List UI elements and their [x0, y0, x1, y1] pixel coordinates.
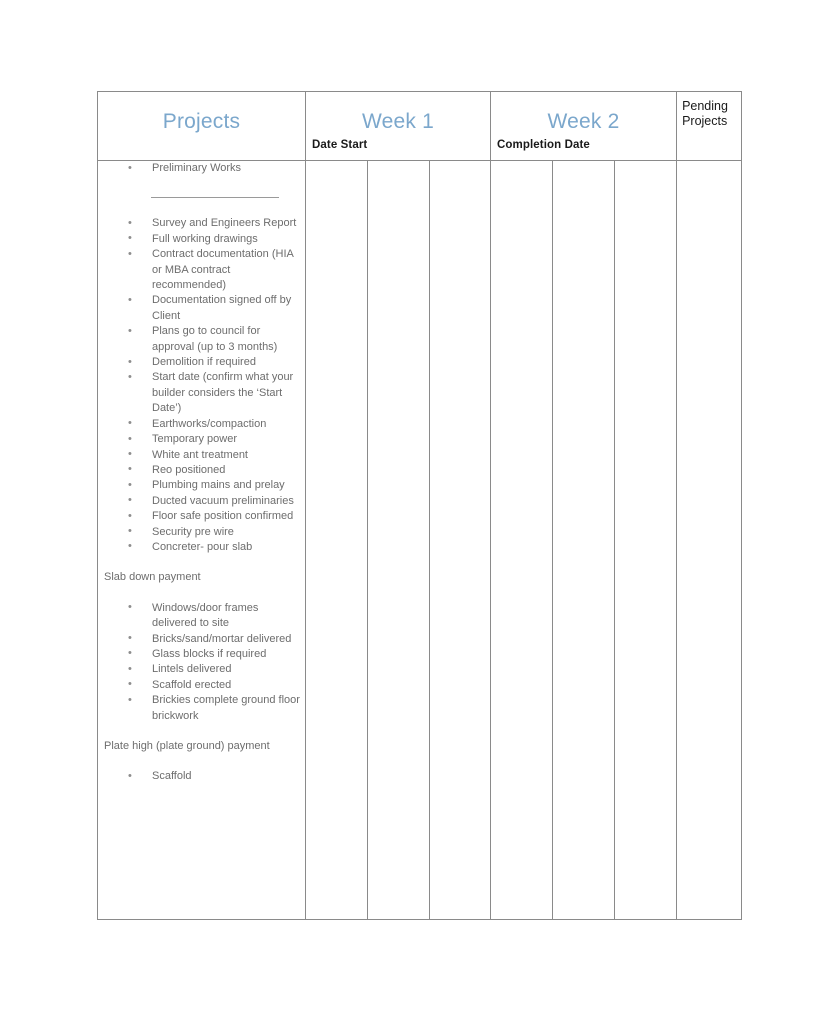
section-heading: Plate high (plate ground) payment [104, 740, 270, 752]
task-list-item[interactable]: • Preliminary Works [98, 161, 305, 176]
cell-week1-col2[interactable] [368, 161, 430, 920]
task-list-item[interactable]: • Documentation signed off by Client [98, 293, 305, 324]
task-list [98, 769, 305, 784]
task-list-item[interactable]: • Earthworks/compaction [98, 417, 305, 432]
table-body-row [98, 161, 742, 920]
table-header-row [98, 92, 742, 161]
header-subtitle-completion-date: Completion Date [497, 138, 590, 151]
task-list-item[interactable]: • Reo positioned [98, 463, 305, 478]
spacer [98, 754, 305, 769]
task-list-item[interactable]: • White ant treatment [98, 448, 305, 463]
task-list-item[interactable]: • Windows/door frames delivered to site [98, 601, 305, 632]
spacer [98, 724, 305, 739]
task-list-item[interactable]: • Floor safe position confirmed [98, 509, 305, 524]
cell-week2-col3[interactable] [615, 161, 677, 920]
spacer [98, 555, 305, 570]
header-title-pending-projects: Pending Projects [682, 99, 728, 128]
header-cell-week2 [491, 92, 677, 161]
cell-week2-col2[interactable] [553, 161, 615, 920]
projects-content [98, 161, 305, 785]
task-list [98, 601, 305, 724]
task-list-item[interactable]: • Lintels delivered [98, 662, 305, 677]
task-list-item[interactable]: • Contract documentation (HIA or MBA contract recommended) [98, 247, 305, 293]
header-title-week2: Week 2 [547, 110, 620, 133]
schedule-table [97, 91, 742, 920]
task-list [98, 216, 305, 555]
spacer [98, 586, 305, 601]
task-list-item[interactable]: • Plans go to council for approval (up to 3 months) [98, 324, 305, 355]
task-list-item[interactable]: • Security pre wire [98, 525, 305, 540]
task-list [98, 161, 305, 176]
header-subtitle-date-start: Date Start [312, 138, 368, 151]
task-list-item[interactable]: • Concreter- pour slab [98, 540, 305, 555]
header-cell-projects [98, 92, 306, 161]
header-title-week1: Week 1 [362, 110, 435, 133]
task-list-item[interactable]: • Glass blocks if required [98, 647, 305, 662]
cell-projects-list [98, 161, 306, 920]
section-divider-rule [151, 197, 279, 198]
cell-week1-col1[interactable] [306, 161, 368, 920]
task-list-item[interactable]: • Demolition if required [98, 355, 305, 370]
cell-week2-col1[interactable] [491, 161, 553, 920]
task-list-item[interactable]: • Survey and Engineers Report [98, 216, 305, 231]
task-list-item[interactable]: • Start date (confirm what your builder considers the ‘Start Date’) [98, 370, 305, 416]
section-heading: Slab down payment [104, 571, 201, 584]
task-list-item[interactable]: • Bricks/sand/mortar delivered [98, 632, 305, 647]
header-cell-pending-projects [677, 92, 742, 161]
task-list-item[interactable]: • Temporary power [98, 432, 305, 447]
header-cell-week1 [306, 92, 491, 161]
cell-pending-projects[interactable] [677, 161, 742, 920]
header-title-projects: Projects [162, 110, 241, 133]
task-list-item[interactable]: • Brickies complete ground floor brickwork [98, 693, 305, 724]
cell-week1-col3[interactable] [430, 161, 491, 920]
task-list-item[interactable]: • Plumbing mains and prelay [98, 478, 305, 493]
task-list-item[interactable]: • Scaffold [98, 769, 305, 784]
task-list-item[interactable]: • Full working drawings [98, 232, 305, 247]
task-list-item[interactable]: • Ducted vacuum preliminaries [98, 494, 305, 509]
task-list-item[interactable]: • Scaffold erected [98, 678, 305, 693]
